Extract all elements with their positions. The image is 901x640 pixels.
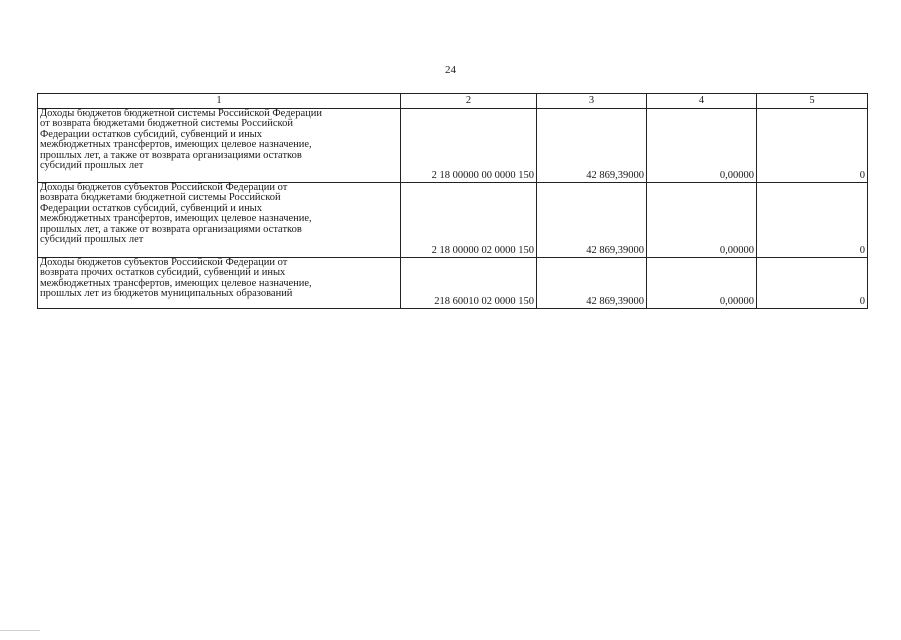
- row-description: [38, 109, 401, 183]
- table-header-row: [38, 94, 868, 109]
- column-header-5: 5: [757, 94, 868, 109]
- row-description: [38, 183, 401, 258]
- page-number: 24: [445, 64, 456, 76]
- row-code: 218 60010 02 0000 150: [401, 258, 537, 309]
- row-value-col5: 0: [757, 258, 868, 309]
- description-line: Федерации остатков субсидий, субвенций и иных: [40, 202, 262, 214]
- column-header-2: 2: [401, 94, 537, 109]
- budget-table: [37, 93, 868, 309]
- column-header-4: 4: [647, 94, 757, 109]
- description-line: Доходы бюджетов бюджетной системы Российской Федерации: [40, 108, 322, 119]
- row-value-col5: 0: [757, 109, 868, 183]
- description-line: прошлых лет из бюджетов муниципальных образований: [40, 288, 293, 300]
- row-value-col4: 0,00000: [647, 109, 757, 183]
- description-line: Доходы бюджетов субъектов Российской Федерации от: [40, 182, 288, 193]
- table-row: [38, 109, 868, 183]
- table-row: [38, 183, 868, 258]
- description-line: Федерации остатков субсидий, субвенций и иных: [40, 128, 262, 140]
- description-line: возврата бюджетами бюджетной системы Российской: [40, 192, 281, 204]
- scan-edge-line: [0, 630, 40, 631]
- row-value-col4: 0,00000: [647, 258, 757, 309]
- row-description: [38, 258, 401, 309]
- description-line: прошлых лет, а также от возврата организациями остатков: [40, 149, 302, 161]
- description-line: межбюджетных трансфертов, имеющих целевое назначение,: [40, 213, 312, 225]
- row-code: 2 18 00000 00 0000 150: [401, 109, 537, 183]
- description-line: Доходы бюджетов субъектов Российской Федерации от: [40, 257, 288, 268]
- row-value-col3: 42 869,39000: [537, 258, 647, 309]
- column-header-3: 3: [537, 94, 647, 109]
- row-value-col3: 42 869,39000: [537, 183, 647, 258]
- table-row: [38, 258, 868, 309]
- description-line: субсидий прошлых лет: [40, 234, 144, 246]
- column-header-1: 1: [38, 94, 401, 109]
- description-line: межбюджетных трансфертов, имеющих целевое назначение,: [40, 139, 312, 151]
- row-value-col3: 42 869,39000: [537, 109, 647, 183]
- description-line: прошлых лет, а также от возврата организациями остатков: [40, 223, 302, 235]
- row-value-col4: 0,00000: [647, 183, 757, 258]
- row-code: 2 18 00000 02 0000 150: [401, 183, 537, 258]
- description-line: от возврата бюджетами бюджетной системы Российской: [40, 118, 293, 130]
- description-line: возврата прочих остатков субсидий, субвенций и иных: [40, 267, 286, 279]
- description-line: субсидий прошлых лет: [40, 160, 144, 172]
- row-value-col5: 0: [757, 183, 868, 258]
- description-line: межбюджетных трансфертов, имеющих целевое назначение,: [40, 277, 312, 289]
